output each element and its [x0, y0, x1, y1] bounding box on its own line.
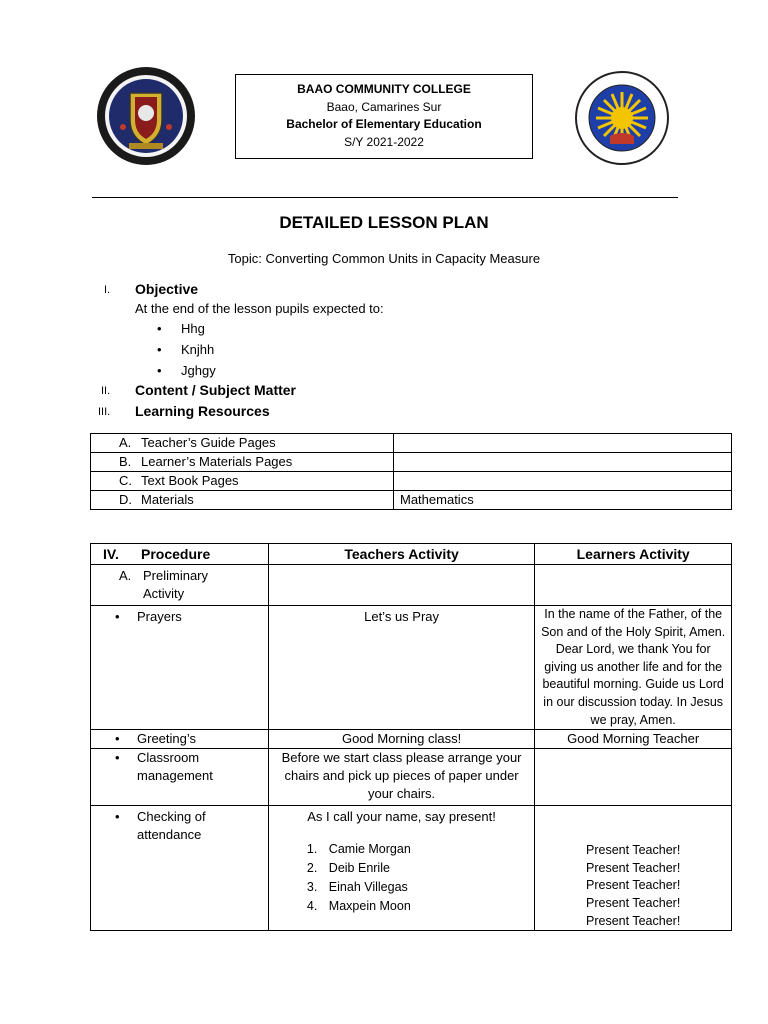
table-row: B. Learner’s Materials Pages	[91, 453, 732, 472]
list-item: 1. Camie Morgan	[321, 840, 535, 859]
page-title: DETAILED LESSON PLAN	[279, 213, 489, 232]
attendance-responses: Present Teacher! Present Teacher! Present Teacher! Present Teacher! Present Teacher!	[586, 843, 681, 928]
table-row: • Checking of attendance As I call your name, say present! 1. Camie Morgan 2. Deib Enrile 3. Einah Villegas 4. Maxpein Moon Present Teacher! Present Teacher! Present Teacher! Present Teacher! Present Teacher!	[91, 806, 732, 931]
resources-heading: Learning Resources	[135, 403, 270, 419]
objective-intro: At the end of the lesson pupils expected to:	[135, 301, 384, 316]
table-row: A. Preliminary Activity	[91, 565, 732, 606]
learner-activity-header: Learners Activity	[535, 544, 732, 565]
objective-heading: Objective	[135, 281, 199, 297]
list-item: 3. Einah Villegas	[321, 878, 535, 897]
table-row: C. Text Book Pages	[91, 472, 732, 491]
college-location: Baao, Camarines Sur	[326, 99, 442, 114]
objective-number: I.	[104, 284, 111, 296]
college-header-box	[235, 74, 533, 159]
procedure-table	[90, 543, 732, 931]
list-item: 2. Deib Enrile	[321, 859, 535, 878]
objective-item: • Knjhh	[157, 342, 215, 357]
objective-item: • Hhg	[157, 321, 205, 336]
table-row: A. Teacher’s Guide Pages	[91, 434, 732, 453]
college-name: BAAO COMMUNITY COLLEGE	[297, 82, 471, 96]
college-seal-logo	[95, 65, 197, 167]
content-heading: Content / Subject Matter	[135, 382, 297, 398]
table-row: • Classroom management Before we start class please arrange your chairs and pick up pieces of paper under your chairs.	[91, 749, 732, 806]
resources-number: III.	[98, 406, 111, 418]
attendance-name-list	[269, 840, 535, 916]
table-row: • Prayers Let’s us Pray In the name of the Father, of the Son and of the Holy Spirit, Amen. Dear Lord, we thank You for giving us another life and for the beautiful morning. Guide us Lord in our discussion today. In Jesus we pray, Amen.	[91, 606, 732, 730]
lesson-topic: Topic: Converting Common Units in Capacity Measure	[227, 251, 541, 266]
list-item: 4. Maxpein Moon	[321, 897, 535, 916]
resources-table	[90, 433, 732, 510]
school-year: S/Y 2021-2022	[344, 134, 424, 149]
table-header-row: IV. Procedure Teachers Activity Learners Activity	[91, 544, 732, 565]
teacher-activity-header: Teachers Activity	[268, 544, 535, 565]
objective-item: • Jghgy	[157, 363, 216, 378]
program-name: Bachelor of Elementary Education	[286, 117, 482, 131]
table-row: • Greeting’s Good Morning class! Good Morning Teacher	[91, 730, 732, 749]
content-number: II.	[101, 385, 111, 397]
ched-seal-logo	[574, 70, 670, 166]
table-row: D. Materials Mathematics	[91, 491, 732, 510]
header-divider	[92, 197, 678, 198]
